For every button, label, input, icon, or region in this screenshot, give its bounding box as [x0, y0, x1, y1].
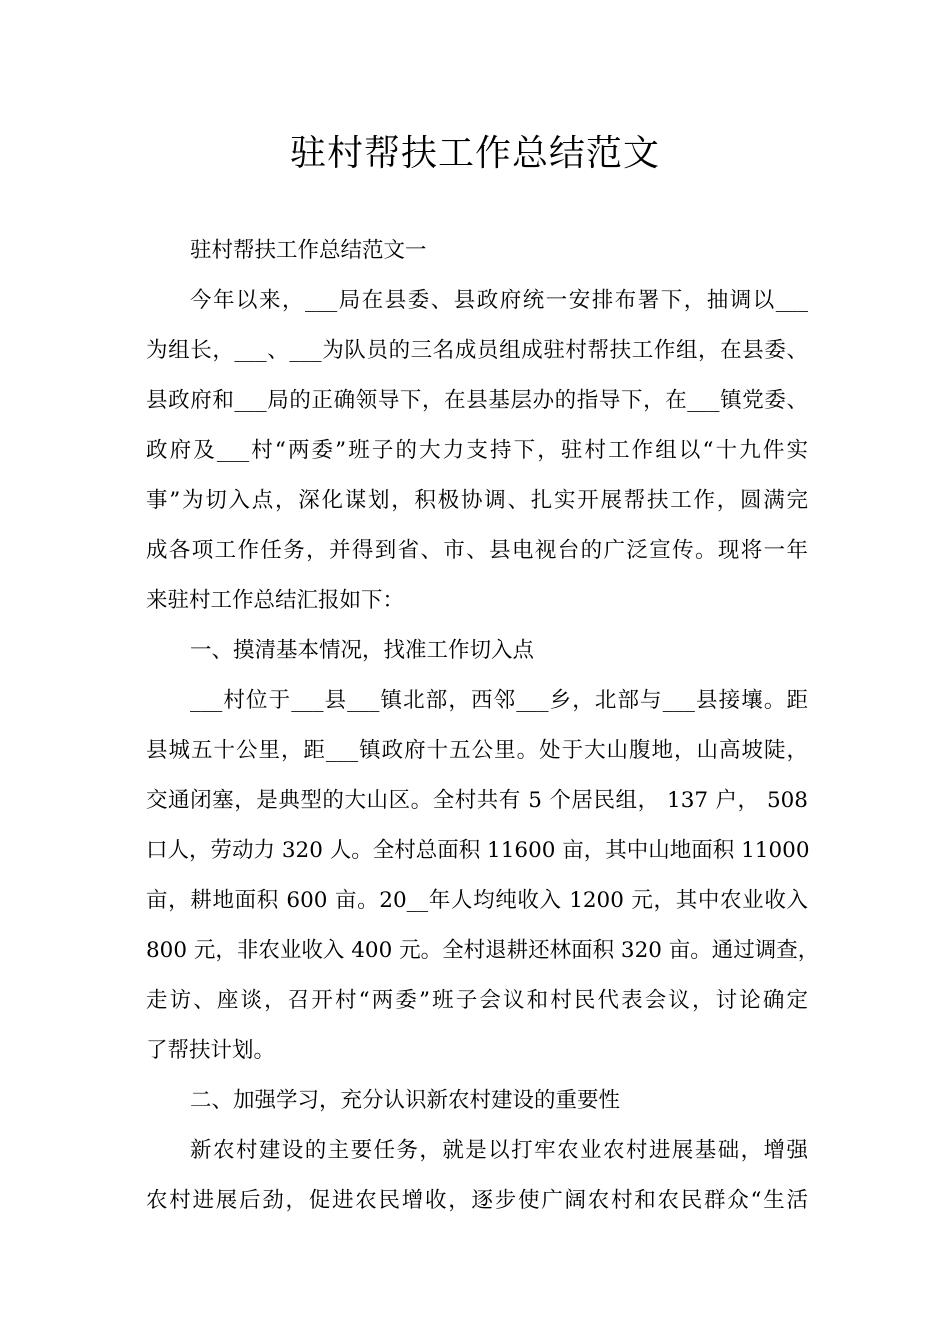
text-line: 交通闭塞，是典型的大山区。全村共有 5 个居民组， 137 户， 508	[146, 788, 808, 813]
text-line: 来驻村工作总结汇报如下：	[146, 588, 405, 613]
text-line: 新农村建设的主要任务，就是以打牢农业农村进展基础，增强	[190, 1138, 808, 1163]
text-line: 一、摸清基本情况，找准工作切入点	[190, 638, 535, 663]
text-line: 亩，耕地面积 600 亩。20__年人均纯收入 1200 元，其中农业收入	[146, 888, 808, 913]
text-line: 了帮扶计划。	[146, 1038, 276, 1063]
text-line: ___村位于___县___镇北部，西邻___乡，北部与___县接壤。距	[190, 688, 808, 713]
text-line: 800 元，非农业收入 400 元。全村退耕还林面积 320 亩。通过调查，	[146, 938, 820, 963]
text-line: 事”为切入点，深化谋划，积极协调、扎实开展帮扶工作，圆满完	[146, 488, 808, 513]
text-line: 走访、座谈，召开村“两委”班子会议和村民代表会议，讨论确定	[146, 988, 808, 1013]
text-line: 驻村帮扶工作总结范文一	[190, 238, 427, 263]
document-title: 驻村帮扶工作总结范文	[289, 133, 660, 174]
text-line: 县政府和___局的正确领导下，在县基层办的指导下，在___镇党委、	[146, 388, 808, 413]
text-line: 二、加强学习，充分认识新农村建设的重要性	[190, 1088, 621, 1113]
text-line: 成各项工作任务，并得到省、市、县电视台的广泛宣传。现将一年	[146, 538, 808, 563]
text-line: 农村进展后劲，促进农民增收，逐步使广阔农村和农民群众“生活	[146, 1188, 808, 1213]
text-line: 为组长，___、___为队员的三名成员组成驻村帮扶工作组，在县委、	[146, 338, 808, 363]
document-body	[146, 226, 820, 1226]
text-line: 县城五十公里，距___镇政府十五公里。处于大山腹地，山高坡陡，	[146, 738, 808, 763]
text-line: 口人，劳动力 320 人。全村总面积 11600 亩，其中山地面积 11000	[146, 838, 810, 863]
text-line: 今年以来，___局在县委、县政府统一安排布署下，抽调以___	[190, 288, 808, 313]
text-line: 政府及___村“两委”班子的大力支持下，驻村工作组以“十九件实	[146, 438, 808, 463]
